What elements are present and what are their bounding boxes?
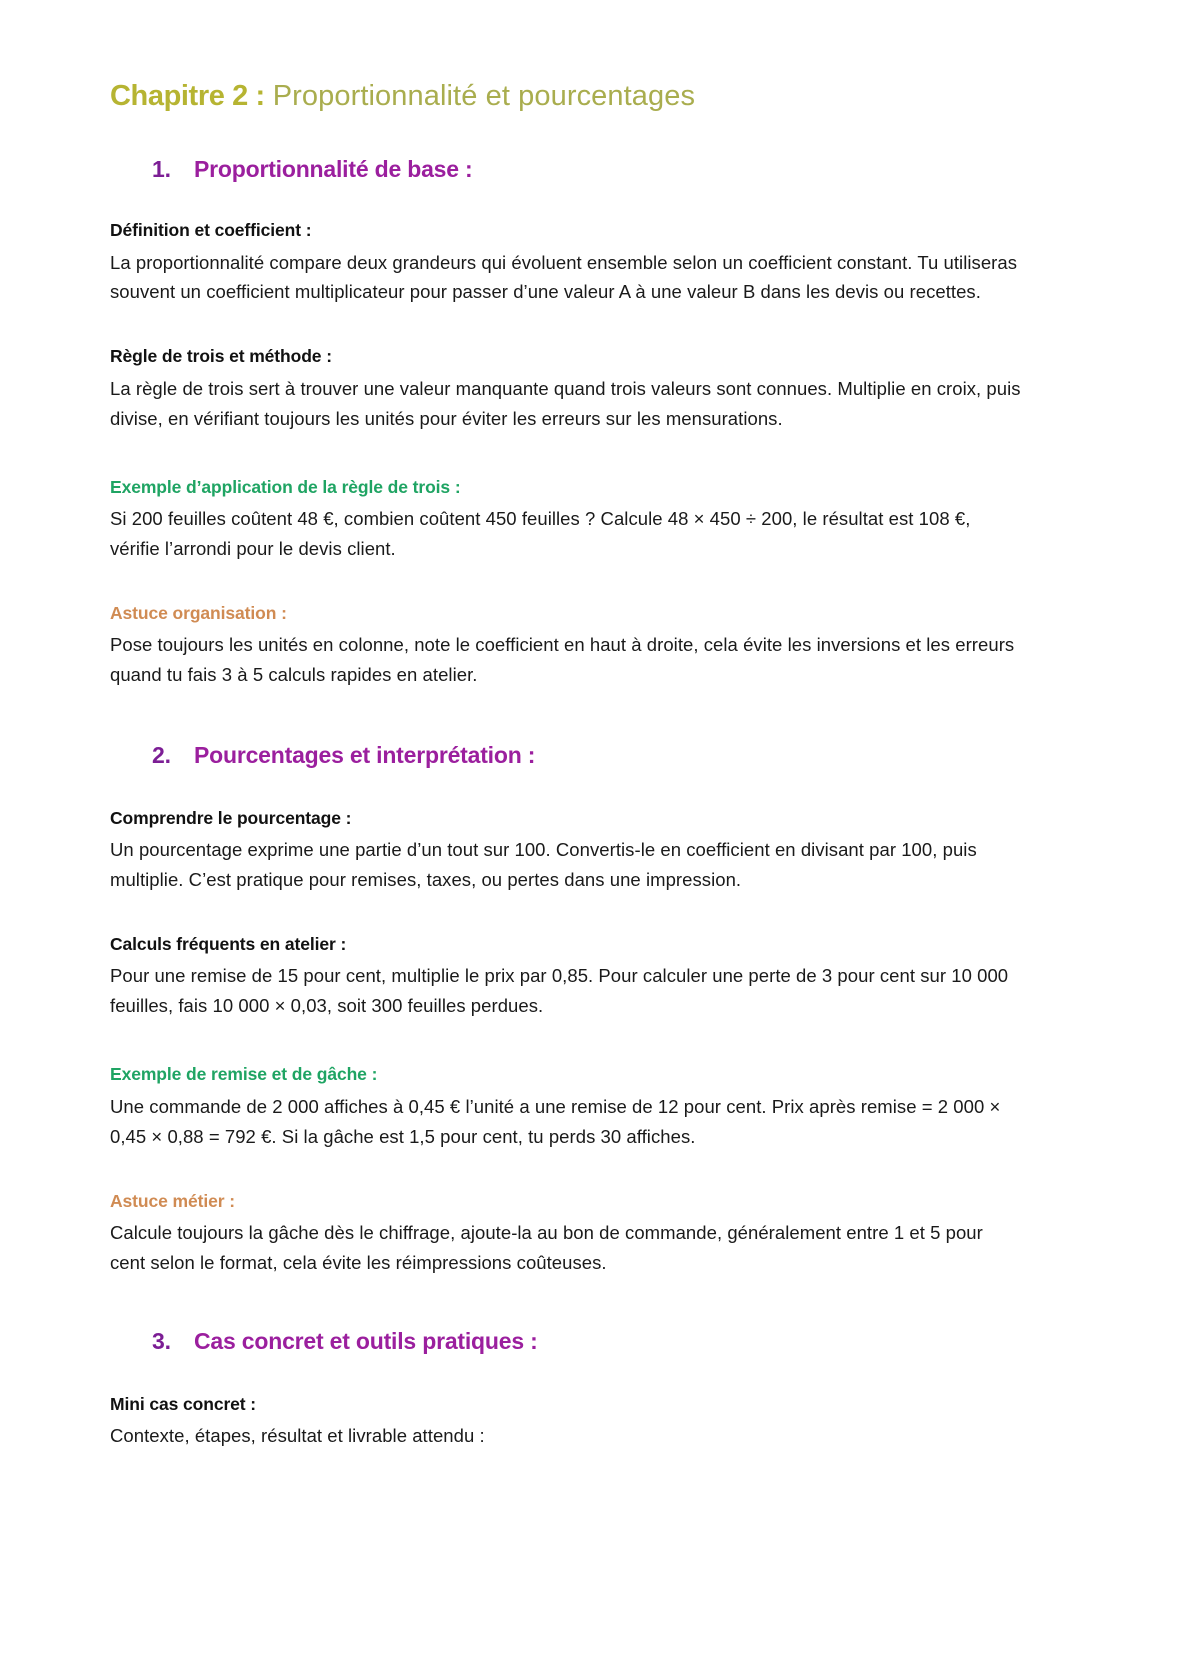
subsection-body: La règle de trois sert à trouver une valeur manquante quand trois valeurs sont connues. Multiplie en croix, puis divise, en vérifiant toujours les unités pour éviter les erreurs sur les mensurations. xyxy=(110,377,1021,429)
subsection-body: Calcule toujours la gâche dès le chiffrage, ajoute-la au bon de commande, généralement entre 1 et 5 pour cent selon le format, cela évite les réimpressions coûteuses. xyxy=(110,1221,983,1273)
subsection-heading-tip: Astuce organisation : xyxy=(110,602,287,623)
section-number-1: 1. xyxy=(152,156,171,183)
subsection-body: Un pourcentage exprime une partie d’un tout sur 100. Convertis-le en coefficient en divisant par 100, puis multiplie. C’est pratique pour remises, taxes, ou pertes dans une impression. xyxy=(110,839,977,891)
section-number-2: 2. xyxy=(152,742,171,768)
section-title-3: Cas concret et outils pratiques : xyxy=(194,1327,538,1354)
section-title-2: Pourcentages et interprétation : xyxy=(194,742,536,768)
subsection-heading-tip: Astuce métier : xyxy=(110,1190,235,1211)
chapter-label: Chapitre 2 : xyxy=(110,80,265,112)
content-block xyxy=(110,931,1092,1021)
section-heading-3 xyxy=(110,1328,1092,1355)
subsection-body: Si 200 feuilles coûtent 48 €, combien coûtent 450 feuilles ? Calcule 48 × 450 ÷ 200, le résultat est 108 €, vérifie l’arrondi pour le devis client. xyxy=(110,507,971,559)
subsection-body: Une commande de 2 000 affiches à 0,45 € l’unité a une remise de 12 pour cent. Prix après remise = 2 000 × 0,45 × 0,88 = 792 €. Si la gâche est 1,5 pour cent, tu perds 30 affiches. xyxy=(110,1095,1001,1147)
content-block-tip xyxy=(110,1188,1092,1278)
section-heading-2 xyxy=(110,742,1092,769)
subsection-body: Pour une remise de 15 pour cent, multiplie le prix par 0,85. Pour calculer une perte de 3 pour cent sur 10 000 feuilles, fais 10 000 × 0,03, soit 300 feuilles perdues. xyxy=(110,965,1009,1017)
subsection-heading: Comprendre le pourcentage : xyxy=(110,808,352,828)
content-block xyxy=(110,343,1092,433)
subsection-heading: Définition et coefficient : xyxy=(110,220,312,241)
content-block xyxy=(110,1391,1092,1451)
section-number-3: 3. xyxy=(152,1327,171,1354)
subsection-body: Contexte, étapes, résultat et livrable attendu : xyxy=(110,1425,485,1446)
subsection-body: Pose toujours les unités en colonne, note le coefficient en haut à droite, cela évite les inversions et les erreurs quand tu fais 3 à 5 calculs rapides en atelier. xyxy=(110,634,1015,686)
subsection-heading-example: Exemple de remise et de gâche : xyxy=(110,1064,378,1085)
page-title xyxy=(110,78,1092,114)
content-block xyxy=(110,217,1092,307)
section-heading-1 xyxy=(110,156,1092,183)
subsection-body: La proportionnalité compare deux grandeurs qui évoluent ensemble selon un coefficient constant. Tu utiliseras souvent un coefficient multiplicateur pour passer d’une valeur A à une valeur B dans les devis ou recettes. xyxy=(110,251,1018,303)
subsection-heading: Règle de trois et méthode : xyxy=(110,346,332,367)
content-block-tip xyxy=(110,600,1092,690)
content-block xyxy=(110,805,1092,895)
subsection-heading: Calculs fréquents en atelier : xyxy=(110,934,347,955)
section-title-1: Proportionnalité de base : xyxy=(194,156,473,183)
subsection-heading: Mini cas concret : xyxy=(110,1393,257,1414)
content-block-example xyxy=(110,1061,1092,1151)
chapter-name: Proportionnalité et pourcentages xyxy=(272,80,696,112)
content-block-example xyxy=(110,474,1092,564)
subsection-heading-example: Exemple d’application de la règle de trois : xyxy=(110,476,461,497)
